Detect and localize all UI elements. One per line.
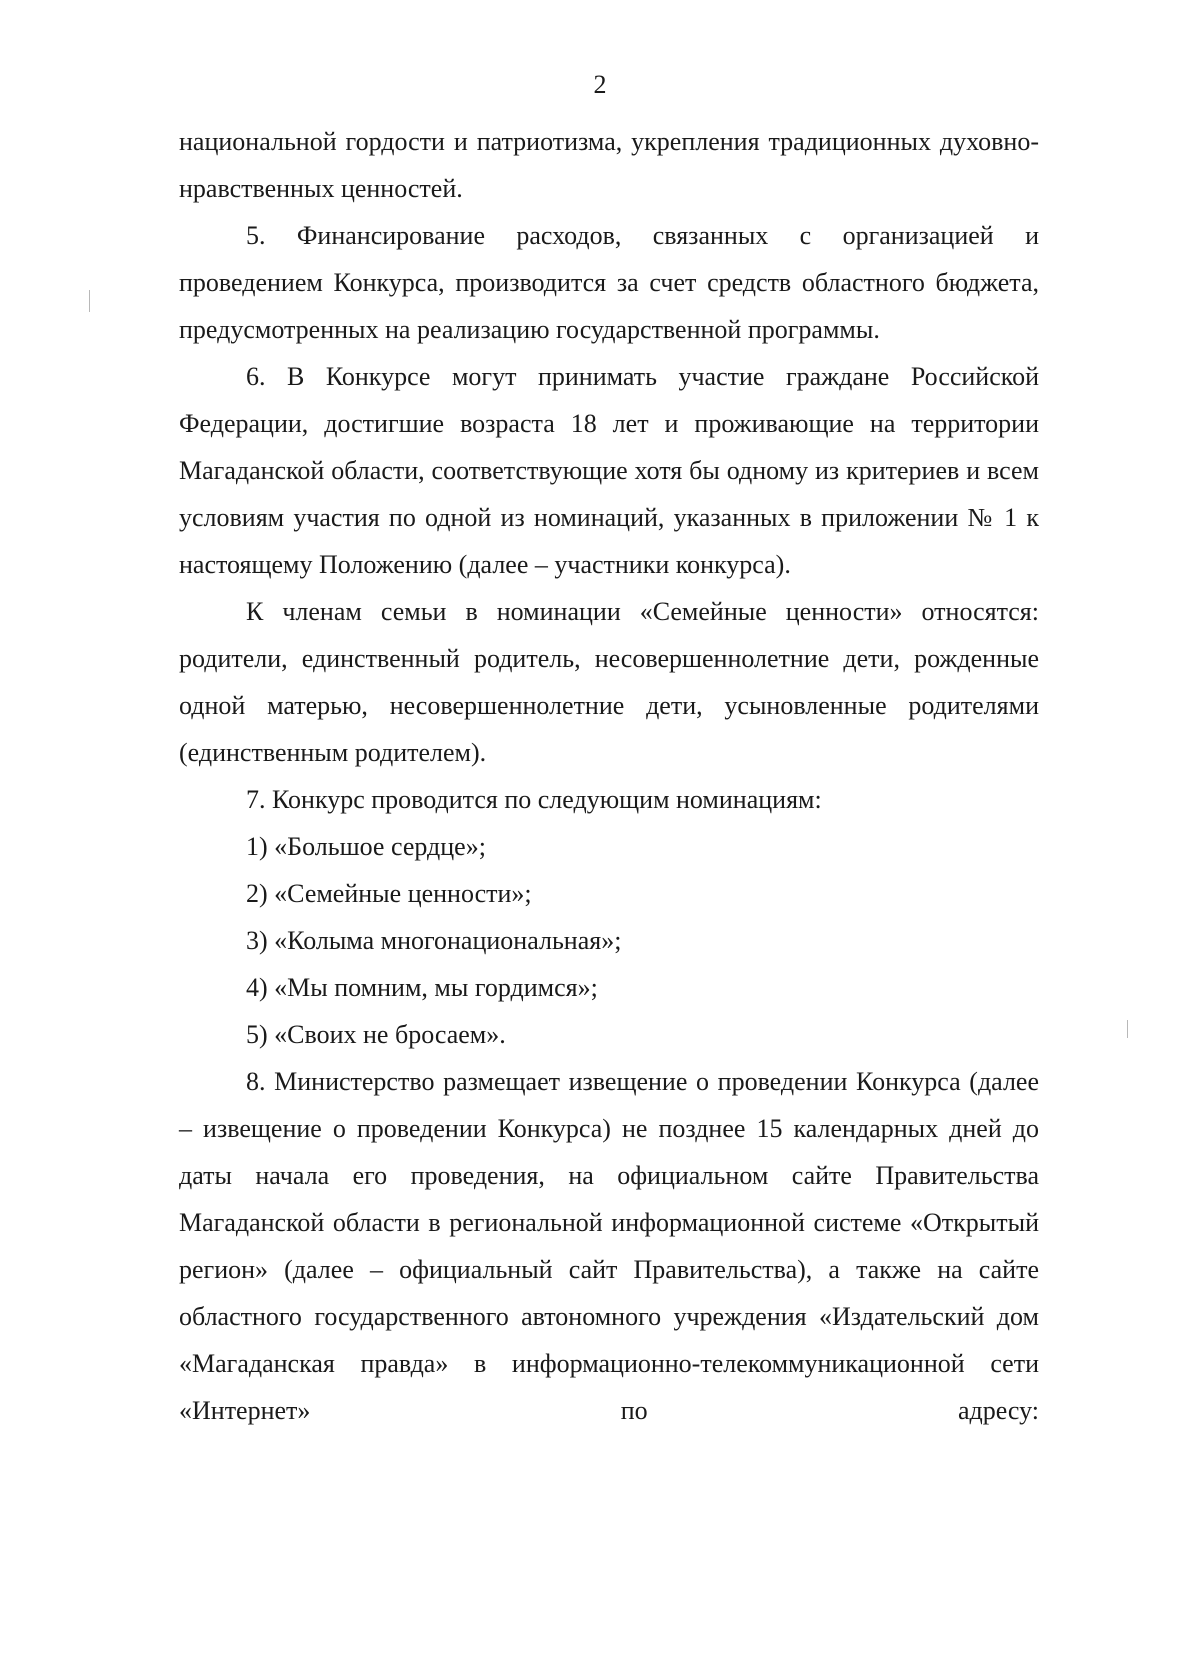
paragraph-family-members: К членам семьи в номинации «Семейные ценности» относятся: родители, единственный родитель, несовершеннолетние дети, рожденные одной матерью, несовершеннолетние дети, усыновленные родителями (единственным родителем). (179, 597, 1039, 767)
nomination-item: 1) «Большое сердце»; (246, 832, 486, 861)
paragraph-8-announcement: 8. Министерство размещает извещение о проведении Конкурса (далее – извещение о проведении Конкурса) не позднее 15 календарных дней до даты начала его проведения, на официальном сайте Правительства Магаданской области в региональной информационной системе «Открытый регион» (далее – официальный сайт Правительства), а также на сайте областного государственного автономного учреждения «Издательский дом «Магаданская правда» в информационно-телекоммуникационной сети «Интернет» по адресу: (179, 1067, 1039, 1425)
paragraph-7-nominations: 7. Конкурс проводится по следующим номинациям: (246, 785, 822, 814)
paragraph-intro: национальной гордости и патриотизма, укрепления традиционных духовно-нравственных ценностей. (179, 127, 1039, 203)
scan-mark (89, 290, 90, 312)
paragraph-5-financing: 5. Финансирование расходов, связанных с организацией и проведением Конкурса, производится за счет средств областного бюджета, предусмотренных на реализацию государственной программы. (179, 221, 1039, 344)
page-number: 2 (593, 70, 607, 99)
nomination-item: 4) «Мы помним, мы гордимся»; (246, 973, 598, 1002)
nomination-item: 3) «Колыма многонациональная»; (246, 926, 622, 955)
document-body (179, 118, 1039, 1434)
scan-mark (1127, 1020, 1128, 1038)
nomination-item: 2) «Семейные ценности»; (246, 879, 532, 908)
nomination-item: 5) «Своих не бросаем». (246, 1020, 506, 1049)
paragraph-6-participants: 6. В Конкурсе могут принимать участие граждане Российской Федерации, достигшие возраста 18 лет и проживающие на территории Магаданской области, соответствующие хотя бы одному из критериев и всем условиям участия по одной из номинаций, указанных в приложении № 1 к настоящему Положению (далее – участники конкурса). (179, 362, 1039, 579)
